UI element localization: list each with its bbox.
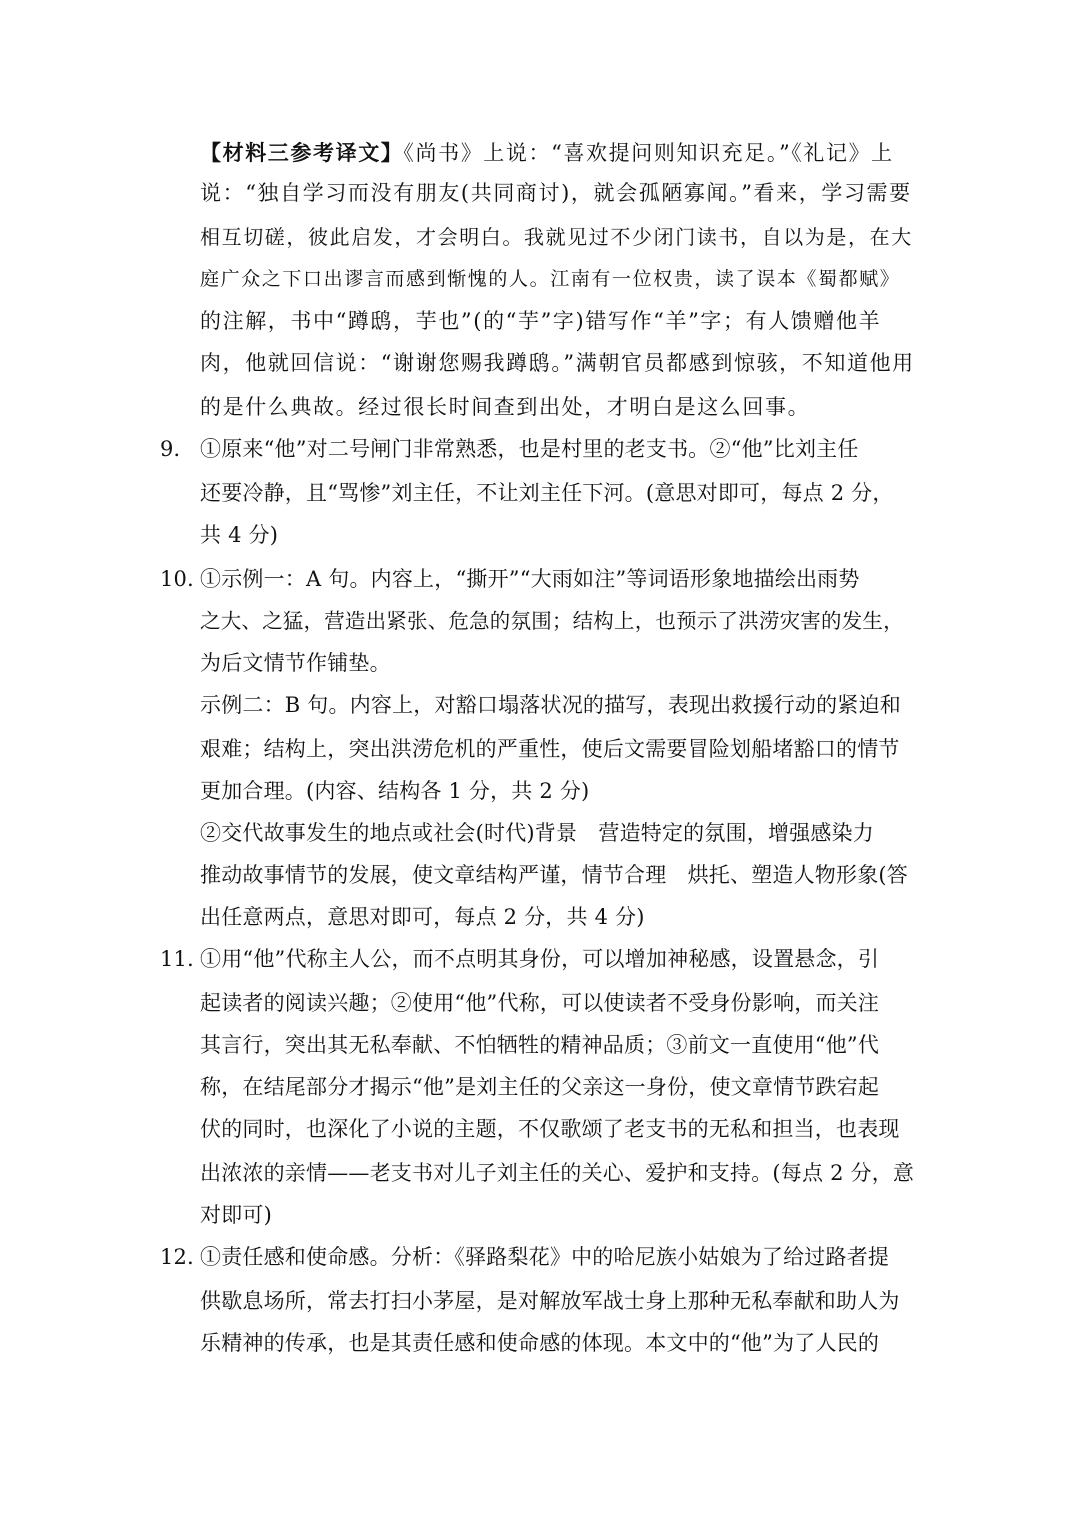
q12-line-2: 供歇息场所，常去打扫小茅屋，是对解放军战士身上那种无私奉献和助人为 — [200, 1289, 900, 1313]
q10-line-7: ②交代故事发生的地点或社会(时代)背景 营造特定的氛围，增强感染力 — [200, 821, 874, 845]
q10-line-2: 之大、之猛，营造出紧张、危急的氛围；结构上，也预示了洪涝灾害的发生， — [200, 609, 904, 633]
q9-line-2: 还要冷静，且“骂惨”刘主任，不让刘主任下河。(意思对即可，每点 2 分， — [200, 481, 894, 505]
q11-number: 11． — [160, 947, 209, 971]
q11-line-2: 起读者的阅读兴趣；②使用“他”代称，可以使读者不受身份影响，而关注 — [200, 991, 880, 1015]
q10-number: 10． — [160, 567, 209, 591]
material-three-title: 【材料三参考译文】 — [200, 140, 404, 165]
material-three-line-2: 说：“独自学习而没有朋友(共同商讨)，就会孤陋寡闻。”看来，学习需要 — [200, 181, 912, 205]
q10-line-9: 出任意两点，意思对即可，每点 2 分，共 4 分) — [200, 905, 645, 929]
q10-line-1: ①示例一：A 句。内容上，“撕开”“大雨如注”等词语形象地描绘出雨势 — [200, 567, 860, 591]
q11-line-5: 伏的同时，也深化了小说的主题，不仅歌颂了老支书的无私和担当，也表现 — [200, 1117, 900, 1141]
q9-line-3: 共 4 分) — [200, 523, 279, 547]
material-three-line-4: 庭广众之下口出谬言而感到惭愧的人。江南有一位权贵，读了误本《蜀都赋》 — [200, 268, 901, 290]
q9-number: 9． — [160, 437, 195, 461]
q11-line-1: ①用“他”代称主人公，而不点明其身份，可以增加神秘感，设置悬念，引 — [200, 947, 880, 971]
q10-line-6: 更加合理。(内容、结构各 1 分，共 2 分) — [200, 779, 590, 803]
q10-line-4: 示例二：B 句。内容上，对豁口塌落状况的描写，表现出救援行动的紧迫和 — [200, 693, 901, 717]
q12-number: 12． — [160, 1245, 209, 1269]
q12-line-1: ①责任感和使命感。分析：《驿路梨花》中的哈尼族小姑娘为了给过路者提 — [200, 1245, 890, 1269]
material-three-line-6: 肉，他就回信说：“谢谢您赐我蹲鸱。”满朝官员都感到惊骇，不知道他用 — [200, 351, 915, 375]
q10-line-5: 艰难；结构上，突出洪涝危机的严重性，使后文需要冒险划船堵豁口的情节 — [200, 737, 900, 761]
material-three-line-3: 相互切磋，彼此启发，才会明白。我就见过不少闭门读书，自以为是，在大 — [200, 225, 913, 249]
material-three-line-7: 的是什么典故。经过很长时间查到出处，才明白是这么回事。 — [200, 395, 811, 419]
material-three-line-1 — [200, 138, 916, 168]
q11-line-4: 称，在结尾部分才揭示“他”是刘主任的父亲这一身份，使文章情节跌宕起 — [200, 1075, 880, 1099]
q12-line-3: 乐精神的传承，也是其责任感和使命感的体现。本文中的“他”为了人民的 — [200, 1331, 880, 1355]
q11-line-3: 其言行，突出其无私奉献、不怕牺牲的精神品质；③前文一直使用“他”代 — [200, 1033, 880, 1057]
material-three-line-5: 的注解，书中“蹲鸱，芋也”(的“芋”字)错写作“羊”字；有人馈赠他羊 — [200, 309, 882, 333]
q10-line-8: 推动故事情节的发展，使文章结构严谨，情节合理 烘托、塑造人物形象(答 — [200, 863, 908, 887]
material-three-line-1-text: 《尚书》上说：“喜欢提问则知识充足。”《礼记》上 — [403, 141, 894, 165]
q9-line-1: ①原来“他”对二号闸门非常熟悉，也是村里的老支书。②“他”比刘主任 — [200, 437, 859, 461]
q10-line-3: 为后文情节作铺垫。 — [200, 651, 391, 675]
q11-line-7: 对即可) — [200, 1203, 272, 1227]
q11-line-6: 出浓浓的亲情——老支书对儿子刘主任的关心、爱护和支持。(每点 2 分，意 — [200, 1161, 915, 1185]
